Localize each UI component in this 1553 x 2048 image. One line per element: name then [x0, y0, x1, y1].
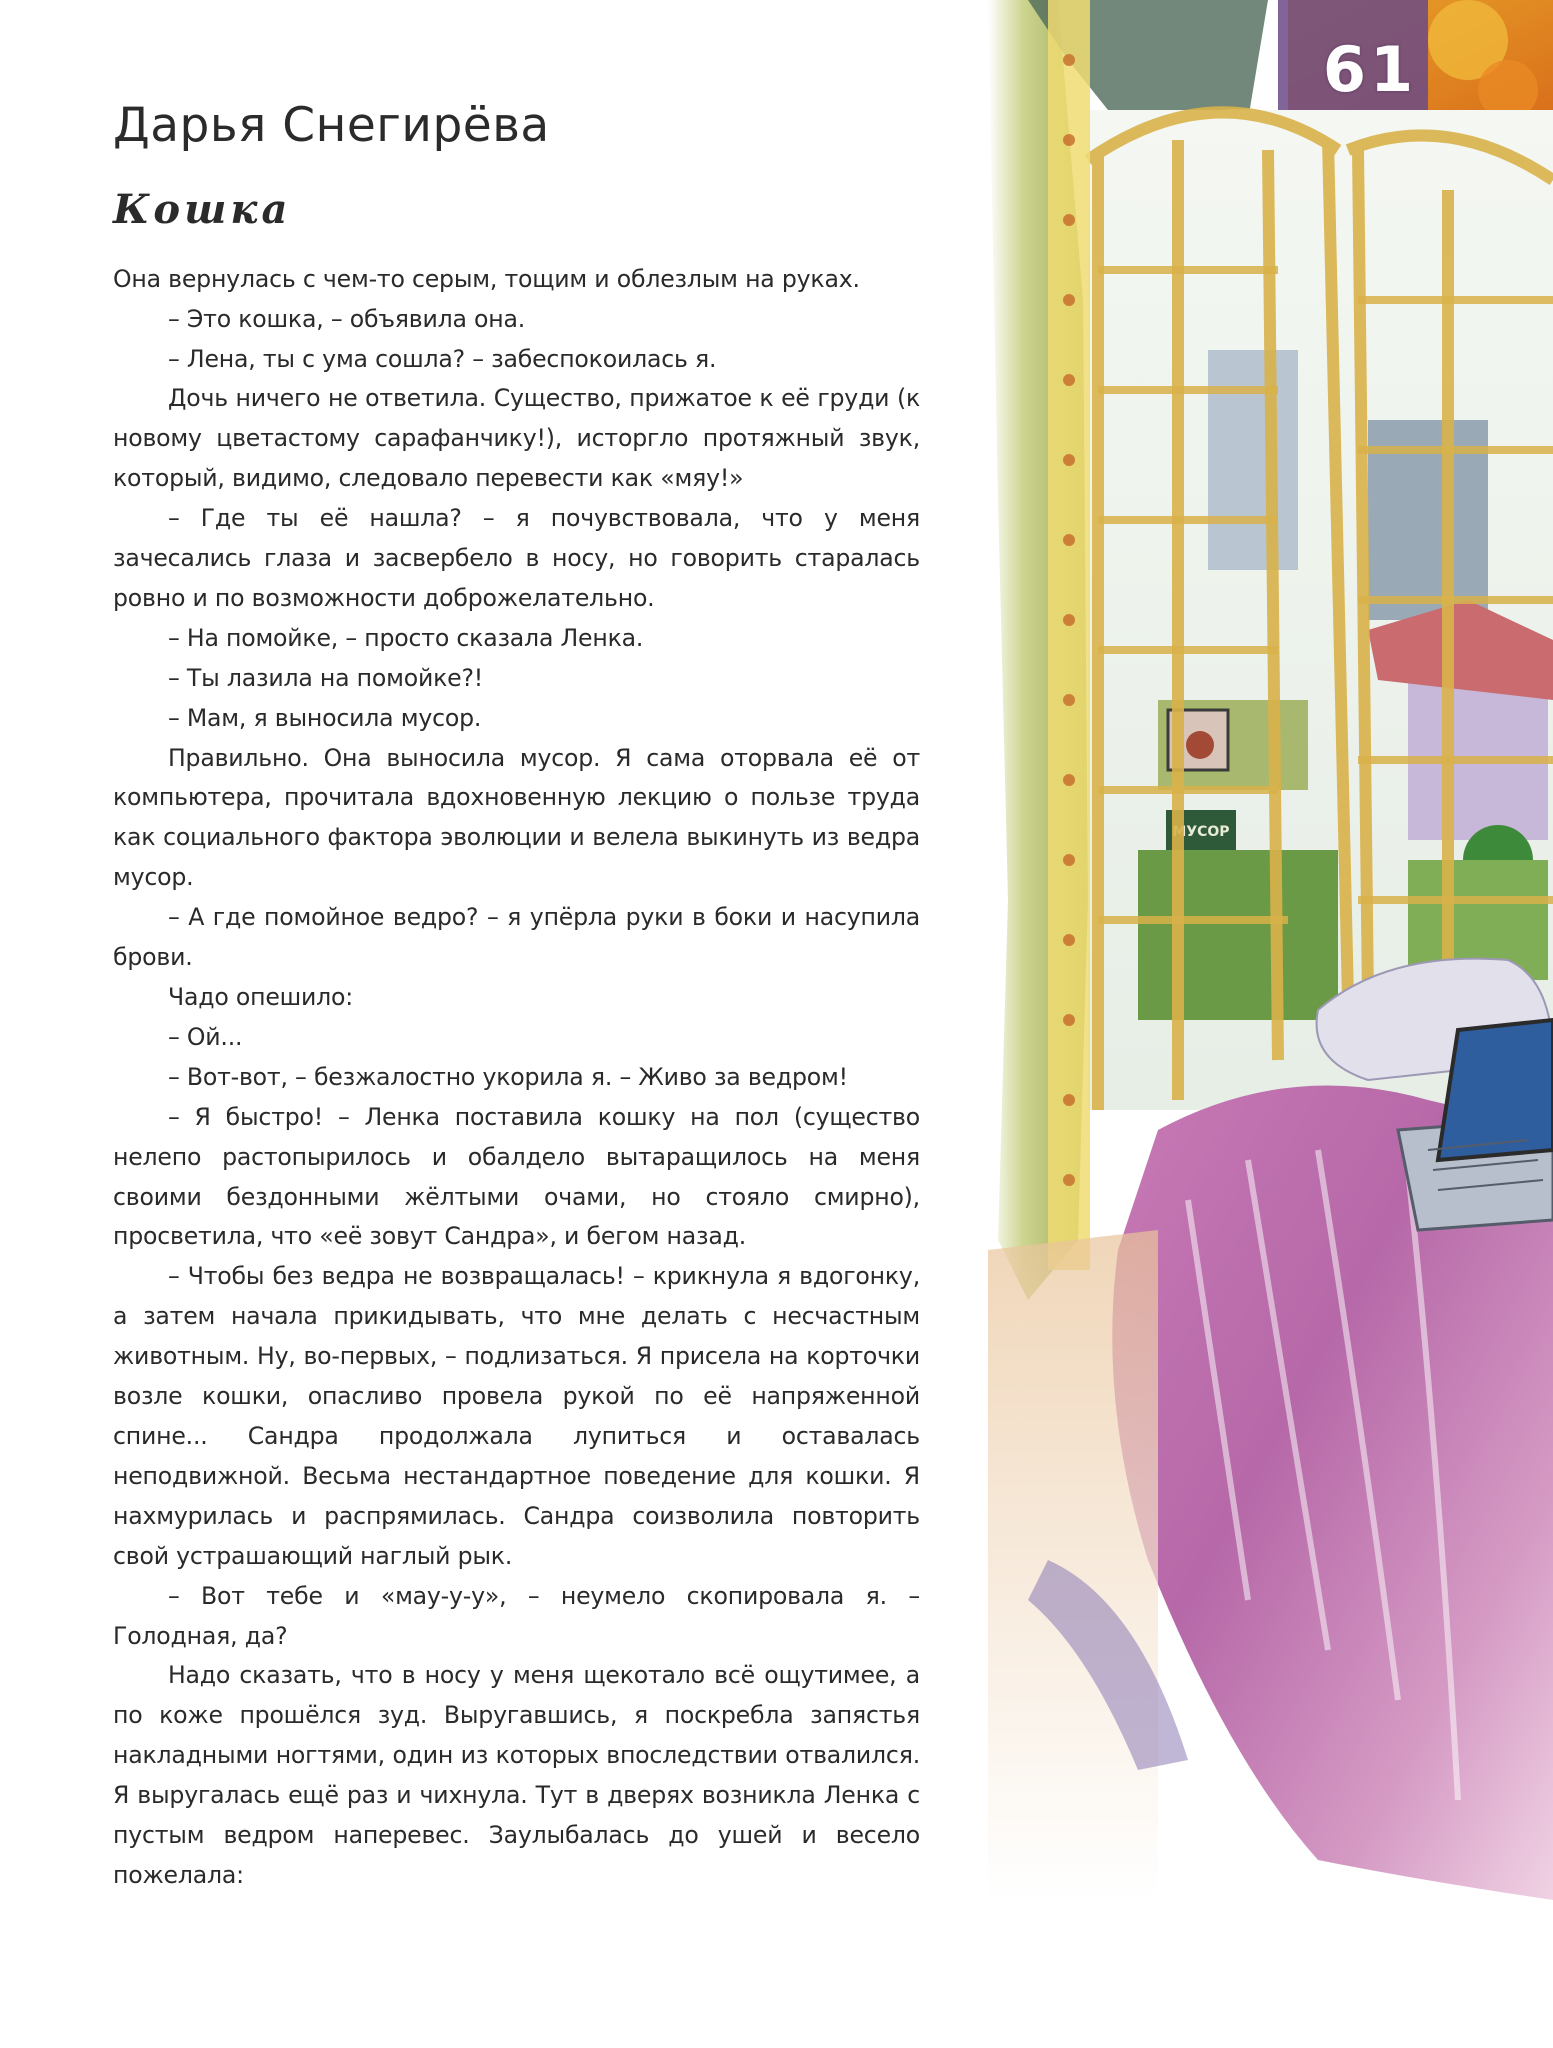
paragraph: – Мам, я выносила мусор. [168, 703, 482, 732]
paragraph: Дочь ничего не ответила. Существо, прижатое к её груди (к новому цветастому сарафанчику!), исторгло протяжный звук, который, видимо, следовало перевести как «мяу!» [113, 384, 920, 493]
watercolor-illustration [988, 0, 1553, 2048]
paragraph: – Вот тебе и «мау-у-у», – неумело скопировала я. – Голодная, да? [113, 1581, 920, 1650]
paragraph: – Это кошка, – объявила она. [168, 304, 526, 333]
paragraph: Она вернулась с чем-то серым, тощим и облезлым на руках. [113, 264, 860, 293]
window-sign-text: МУСОР [1172, 824, 1230, 840]
paragraph: – Я быстро! – Ленка поставила кошку на пол (существо нелепо растопырилось и обалдело вытаращилось на меня своими бездонными жёлтыми очами, но стояло смирно), просветила, что «её зовут Сандра», и бегом назад. [113, 1102, 920, 1251]
paragraph: – Лена, ты с ума сошла? – забеспокоилась я. [168, 344, 717, 373]
paragraph: – А где помойное ведро? – я упёрла руки в боки и насупила брови. [113, 903, 920, 972]
paragraph: Надо сказать, что в носу у меня щекотало всё ощутимее, а по коже прошёлся зуд. Выругавшись, я поскребла запястья накладными ногтями, один из которых впоследствии отвалился. Я выругалась ещё раз и чихнула. Тут в дверях возникла Ленка с пустым ведром наперевес. Заулыбалась до ушей и весело пожелала: [113, 1661, 920, 1889]
story-body [113, 260, 920, 1896]
paragraph: – Чтобы без ведра не возвращалась! – крикнула я вдогонку, а затем начала прикидывать, что мне делать с несчастным животным. Ну, во-первых, – подлизаться. Я присела на корточки возле кошки, опасливо провела рукой по её напряженной спине... Сандра продолжала лупиться и оставалась неподвижной. Весьма нестандартное поведение для кошки. Я нахмурилась и распрямилась. Сандра соизволила повторить свой устрашающий наглый рык. [113, 1262, 920, 1570]
paragraph: – Ой... [168, 1022, 243, 1051]
story-title: Кошка [113, 185, 292, 233]
paragraph: – На помойке, – просто сказала Ленка. [168, 623, 644, 652]
text-column [113, 100, 920, 1896]
paragraph: – Вот-вот, – безжалостно укорила я. – Живо за ведром! [168, 1062, 848, 1091]
paragraph: – Ты лазила на помойке?! [168, 663, 484, 692]
paragraph: – Где ты её нашла? – я почувствовала, что у меня зачесались глаза и засвербело в носу, но говорить старалась ровно и по возможности доброжелательно. [113, 504, 920, 612]
page-number: 61 [1322, 33, 1418, 106]
author-name: Дарья Снегирёва [113, 98, 550, 153]
paragraph: Чадо опешило: [168, 983, 354, 1011]
paragraph: Правильно. Она выносила мусор. Я сама оторвала её от компьютера, прочитала вдохновенную лекцию о пользе труда как социального фактора эволюции и велела выкинуть из ведра мусор. [113, 743, 920, 892]
